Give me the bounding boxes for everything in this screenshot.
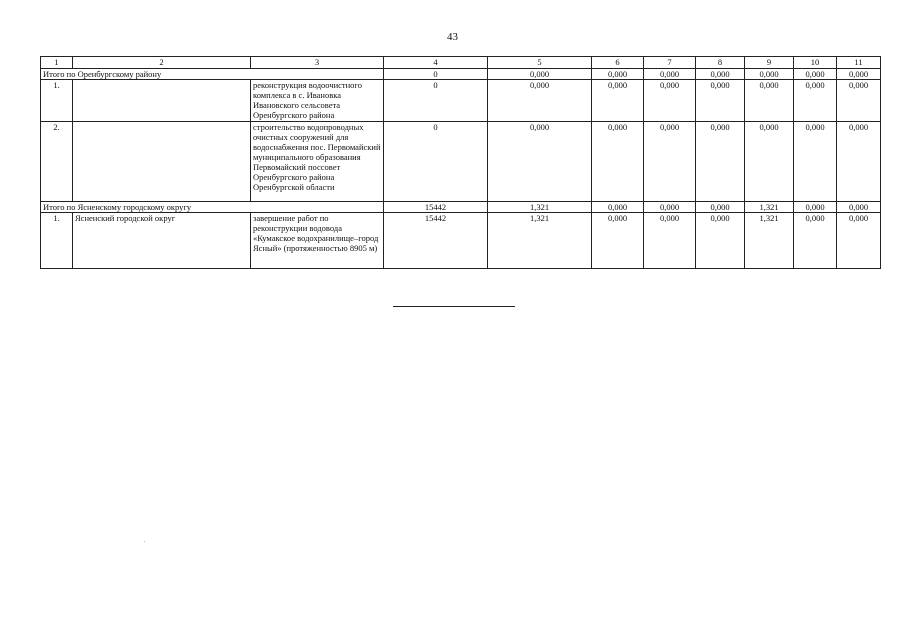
column-number: 10 (794, 57, 837, 69)
row-number: 1. (41, 213, 73, 269)
cell-value: 0,000 (696, 80, 745, 122)
municipality-name (73, 80, 251, 122)
cell-value: 0,000 (837, 122, 881, 202)
total-value: 1,321 (745, 202, 794, 213)
cell-value: 0,000 (696, 122, 745, 202)
cell-value: 0,000 (745, 80, 794, 122)
total-value: 0,000 (794, 69, 837, 80)
cell-value: 0,000 (794, 80, 837, 122)
total-value: 1,321 (488, 202, 592, 213)
cell-value: 0,000 (644, 80, 696, 122)
section-total-label: Итого по Оренбургскому району (41, 69, 384, 80)
cell-value: 0,000 (696, 213, 745, 269)
section-total-row (41, 202, 881, 213)
total-value: 0,000 (745, 69, 794, 80)
cell-value: 0 (384, 80, 488, 122)
total-value: 0,000 (696, 69, 745, 80)
row-number: 1. (41, 80, 73, 122)
cell-value: 0,000 (794, 213, 837, 269)
total-value: 0,000 (488, 69, 592, 80)
section-total-label: Итого по Ясненскому городскому округу (41, 202, 384, 213)
object-description: строительство водопроводных очистных сооружений для водоснабжения пос. Первомайский муниципального образования Первомайский поссовет Оренбургского района Оренбургской области (251, 122, 384, 202)
table-row (41, 213, 881, 269)
cell-value: 0 (384, 122, 488, 202)
column-number: 2 (73, 57, 251, 69)
cell-value: 15442 (384, 213, 488, 269)
column-number: 9 (745, 57, 794, 69)
municipality-name (73, 122, 251, 202)
cell-value: 0,000 (488, 80, 592, 122)
total-value: 0,000 (592, 69, 644, 80)
cell-value: 1,321 (488, 213, 592, 269)
page-number: 43 (447, 31, 458, 43)
cell-value: 0,000 (837, 213, 881, 269)
scan-speck (144, 541, 145, 542)
total-value: 0,000 (837, 69, 881, 80)
cell-value: 0,000 (488, 122, 592, 202)
total-value: 0,000 (592, 202, 644, 213)
column-number: 6 (592, 57, 644, 69)
table-row (41, 122, 881, 202)
total-value: 0 (384, 69, 488, 80)
investment-table (40, 56, 881, 269)
cell-value: 0,000 (794, 122, 837, 202)
cell-value: 0,000 (745, 122, 794, 202)
row-number: 2. (41, 122, 73, 202)
total-value: 0,000 (696, 202, 745, 213)
cell-value: 0,000 (592, 122, 644, 202)
column-number: 8 (696, 57, 745, 69)
total-value: 0,000 (644, 69, 696, 80)
cell-value: 0,000 (644, 213, 696, 269)
cell-value: 1,321 (745, 213, 794, 269)
table-row (41, 80, 881, 122)
cell-value: 0,000 (837, 80, 881, 122)
column-number: 5 (488, 57, 592, 69)
object-description: завершение работ по реконструкции водовода «Кумакское водохранилище–город Ясный» (протяженностью 8905 м) (251, 213, 384, 269)
column-number: 3 (251, 57, 384, 69)
total-value: 15442 (384, 202, 488, 213)
end-separator-line (393, 306, 515, 307)
object-description: реконструкция водоочистного комплекса в с. Ивановка Ивановского сельсовета Оренбургского района (251, 80, 384, 122)
total-value: 0,000 (794, 202, 837, 213)
municipality-name: Ясненский городской округ (73, 213, 251, 269)
total-value: 0,000 (837, 202, 881, 213)
column-number: 11 (837, 57, 881, 69)
total-value: 0,000 (644, 202, 696, 213)
column-number: 4 (384, 57, 488, 69)
column-number: 1 (41, 57, 73, 69)
cell-value: 0,000 (592, 213, 644, 269)
cell-value: 0,000 (592, 80, 644, 122)
column-number: 7 (644, 57, 696, 69)
section-total-row (41, 69, 881, 80)
cell-value: 0,000 (644, 122, 696, 202)
column-number-row (41, 57, 881, 69)
